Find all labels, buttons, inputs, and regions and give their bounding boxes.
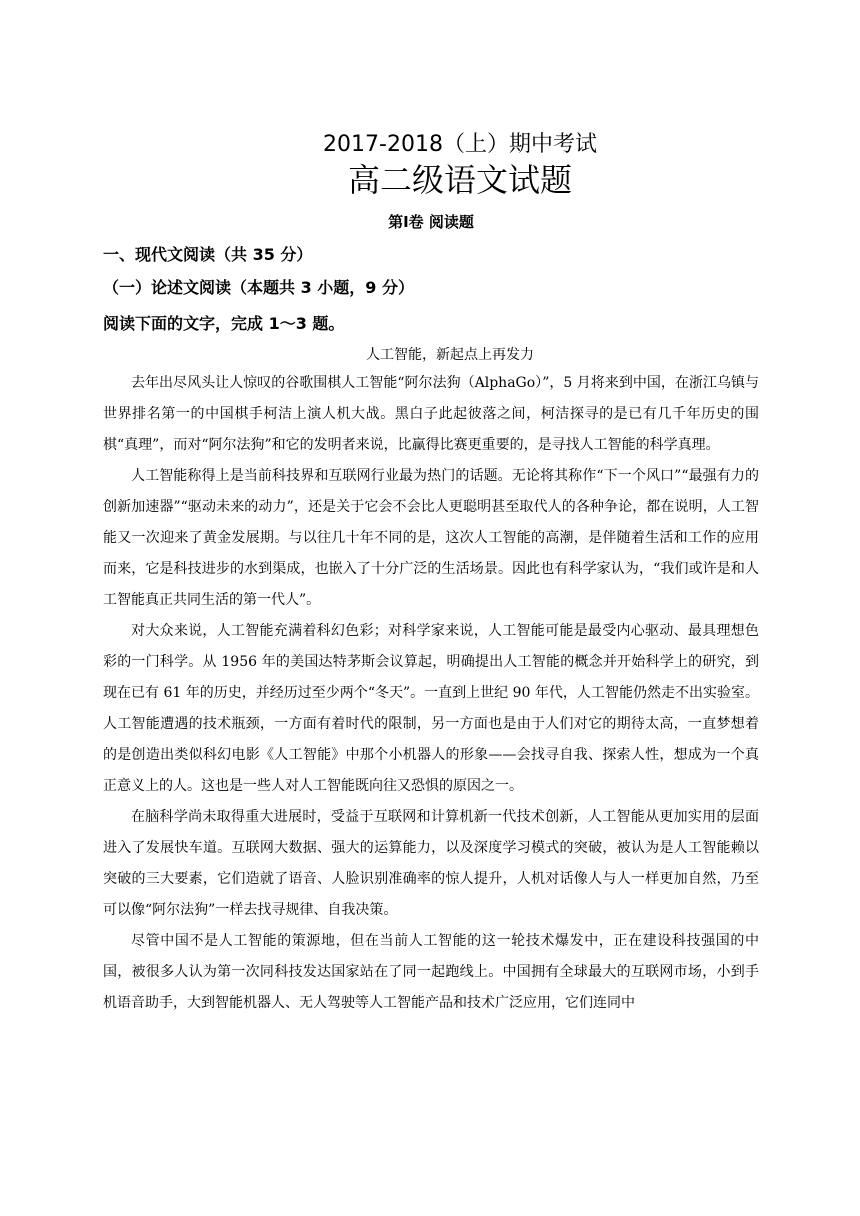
section-heading: 一、现代文阅读（共 35 分） [103, 245, 313, 264]
article-paragraph: 人工智能称得上是当前科技界和互联网行业最为热门的话题。无论将其称作“下一个风口”“最强有力的创新加速器”“驱动未来的动力”，还是关于它会不会比人更聪明甚至取代人的各种争论，都在说明，人工智能又一次迎来了黄金发展期。与以往几十年不同的是，这次人工智能的高潮，是伴随着生活和工作的应用而来，它是科技进步的水到渠成，也嵌入了十分广泛的生活场景。因此也有科学家认为，“我们或许是和人工智能真正共同生活的第一代人”。 [103, 468, 759, 608]
article-paragraph: 去年出尽风头让人惊叹的谷歌围棋人工智能“阿尔法狗（AlphaGo）”，5 月将来到中国，在浙江乌镇与世界排名第一的中国棋手柯洁上演人机大战。黑白子此起彼落之间，柯洁探寻的是已有几千年历史的围棋“真理”，而对“阿尔法狗”和它的发明者来说，比赢得比赛更重要的，是寻找人工智能的科学真理。 [103, 375, 759, 453]
exam-title: 2017-2018（上）期中考试 [323, 132, 597, 157]
article-paragraph: 在脑科学尚未取得重大进展时，受益于互联网和计算机新一代技术创新，人工智能从更加实用的层面进入了发展快车道。互联网大数据、强大的运算能力，以及深度学习模式的突破，被认为是人工智能赖以突破的三大要素，它们造就了语音、人脸识别准确率的惊人提升，人机对话像人与人一样更加自然，乃至可以像“阿尔法狗”一样去找寻规律、自我决策。 [103, 809, 759, 918]
article-paragraph: 尽管中国不是人工智能的策源地，但在当前人工智能的这一轮技术爆发中，正在建设科技强国的中国，被很多人认为第一次同科技发达国家站在了同一起跑线上。中国拥有全球最大的互联网市场，小到手机语音助手，大到智能机器人、无人驾驶等人工智能产品和技术广泛应用，它们连同中 [103, 933, 759, 1011]
volume-title: 第Ⅰ卷 阅读题 [388, 213, 474, 231]
reading-instruction: 阅读下面的文字，完成 1～3 题。 [103, 314, 345, 333]
article-paragraph: 对大众来说，人工智能充满着科幻色彩；对科学家来说，人工智能可能是最受内心驱动、最具理想色彩的一门科学。从 1956 年的美国达特茅斯会议算起，明确提出人工智能的概念并开始科学上的研究，到现在已有 61 年的历史，并经历过至少两个“冬天”。一直到上世纪 90 年代，人工智能仍然走不出实验室。人工智能遭遇的技术瓶颈，一方面有着时代的限制，另一方面也是由于人们对它的期待太高，一直梦想着的是创造出类似科幻电影《人工智能》中那个小机器人的形象——会找寻自我、探索人性，想成为一个真正意义上的人。这也是一些人对人工智能既向往又恐惧的原因之一。 [103, 623, 759, 794]
article-title: 人工智能，新起点上再发力 [366, 347, 534, 363]
subject-title: 高二级语文试题 [347, 161, 572, 199]
subsection-heading: （一）论述文阅读（本题共 3 小题，9 分） [103, 278, 414, 297]
article-body [103, 368, 759, 1019]
